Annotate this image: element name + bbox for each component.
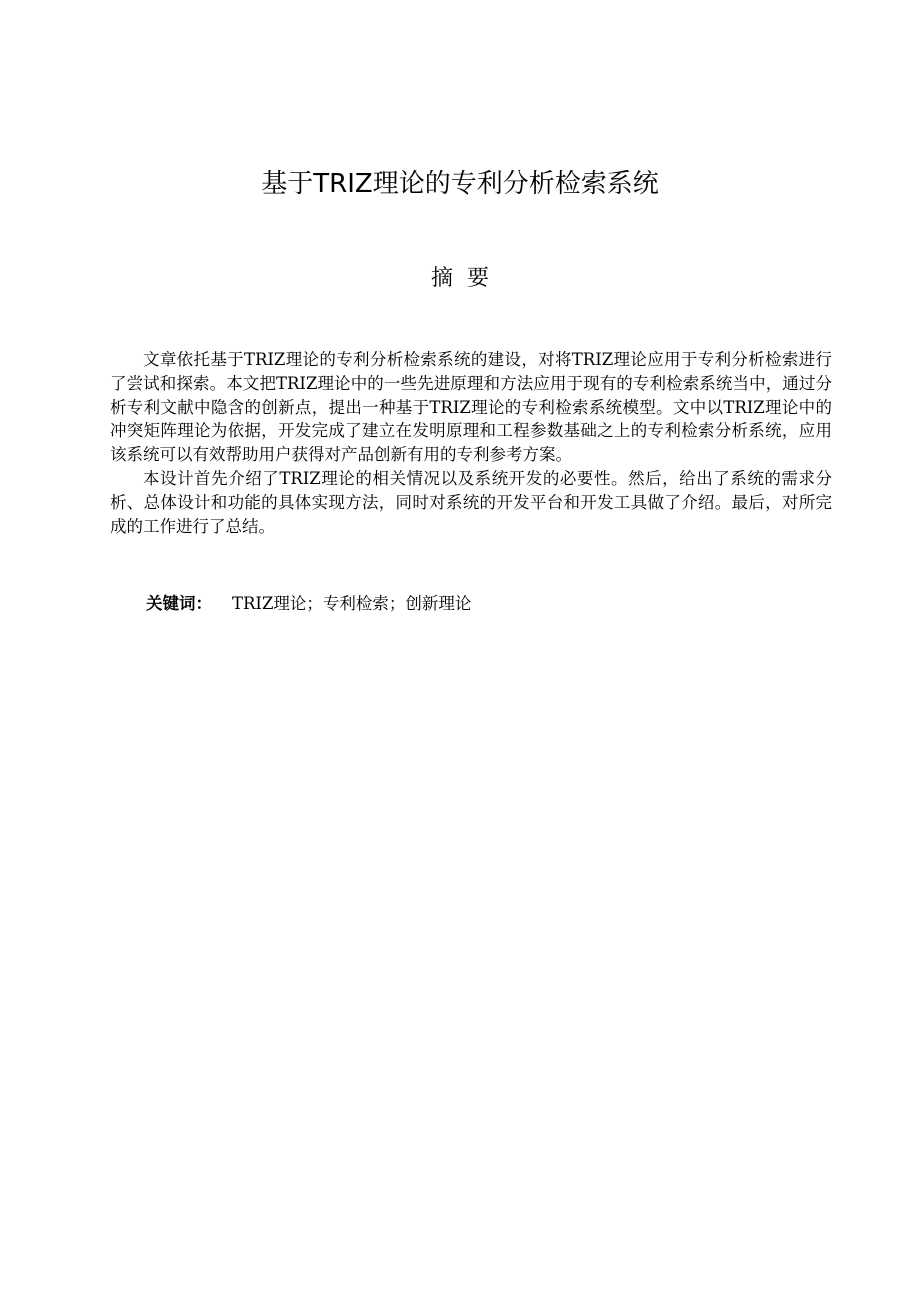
keywords-label: 关键词： <box>146 594 212 613</box>
abstract-paragraph-1: 文章依托基于TRIZ理论的专利分析检索系统的建设，对将TRIZ理论应用于专利分析检索进行了尝试和探索。本文把TRIZ理论中的一些先进原理和方法应用于现有的专利检索系统当中，通过分析专利文献中隐含的创新点，提出一种基于TRIZ理论的专利检索系统模型。文中以TRIZ理论中的冲突矩阵理论为依据，开发完成了建立在发明原理和工程参数基础之上的专利检索分析系统，应用该系统可以有效帮助用户获得对产品创新有用的专利参考方案。 <box>110 350 832 465</box>
abstract-body <box>110 348 832 538</box>
keywords-text: TRIZ理论；专利检索；创新理论 <box>232 594 472 613</box>
abstract-paragraph-2: 本设计首先介绍了TRIZ理论的相关情况以及系统开发的必要性。然后，给出了系统的需求分析、总体设计和功能的具体实现方法，同时对系统的开发平台和开发工具做了介绍。最后，对所完成的工作进行了总结。 <box>110 468 832 536</box>
keywords-line <box>146 592 846 616</box>
paper-title: 基于TRIZ理论的专利分析检索系统 <box>261 169 659 199</box>
abstract-heading: 摘要 <box>430 266 503 291</box>
